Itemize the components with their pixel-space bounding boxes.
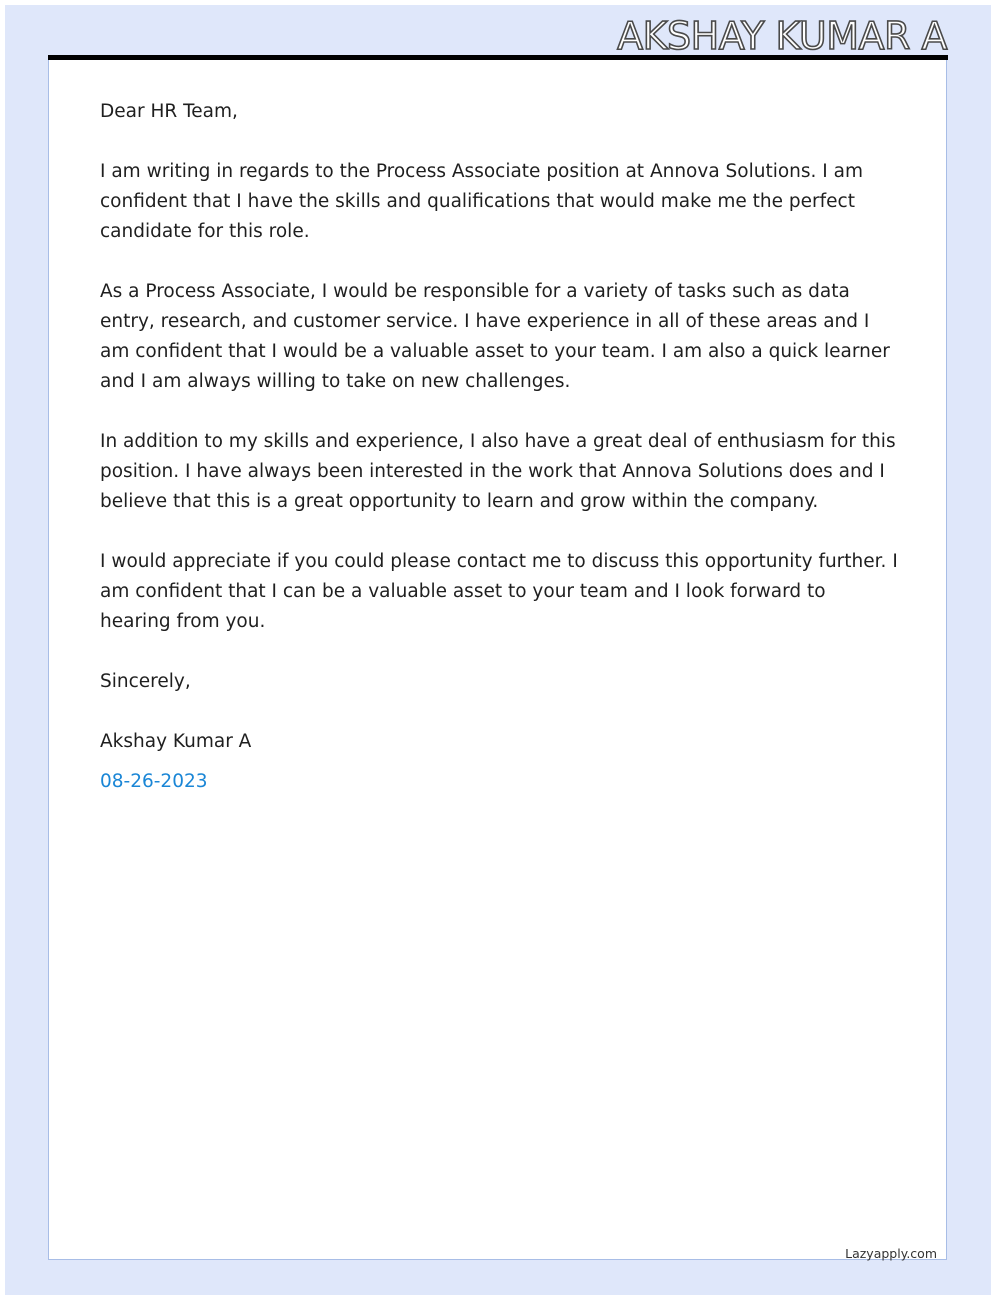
header-name: AKSHAY KUMAR A: [617, 14, 947, 58]
letter-closing: Sincerely,: [100, 671, 191, 692]
letter-paragraph: I would appreciate if you could please contact me to discuss this opportunity further. I am confident that I can be a valuable asset to your team and I look forward to hearing from you.: [100, 551, 898, 632]
letter-date: 08-26-2023: [100, 771, 208, 792]
letter-body: [100, 97, 900, 797]
letter-paragraph: As a Process Associate, I would be responsible for a variety of tasks such as data entry, research, and customer service. I have experience in all of these areas and I am confident that I would be a valuable asset to your team. I am also a quick learner and I am always willing to take on new challenges.: [100, 281, 890, 392]
letter-greeting: Dear HR Team,: [100, 101, 238, 122]
footer-brand: Lazyapply.com: [845, 1246, 937, 1261]
letter-paragraph: In addition to my skills and experience, I also have a great deal of enthusiasm for this position. I have always been interested in the work that Annova Solutions does and I believe that this is a great opportunity to learn and grow within the company.: [100, 431, 896, 512]
letter-paragraph: I am writing in regards to the Process Associate position at Annova Solutions. I am confident that I have the skills and qualifications that would make me the perfect candidate for this role.: [100, 161, 863, 242]
letter-signature: Akshay Kumar A: [100, 731, 252, 752]
